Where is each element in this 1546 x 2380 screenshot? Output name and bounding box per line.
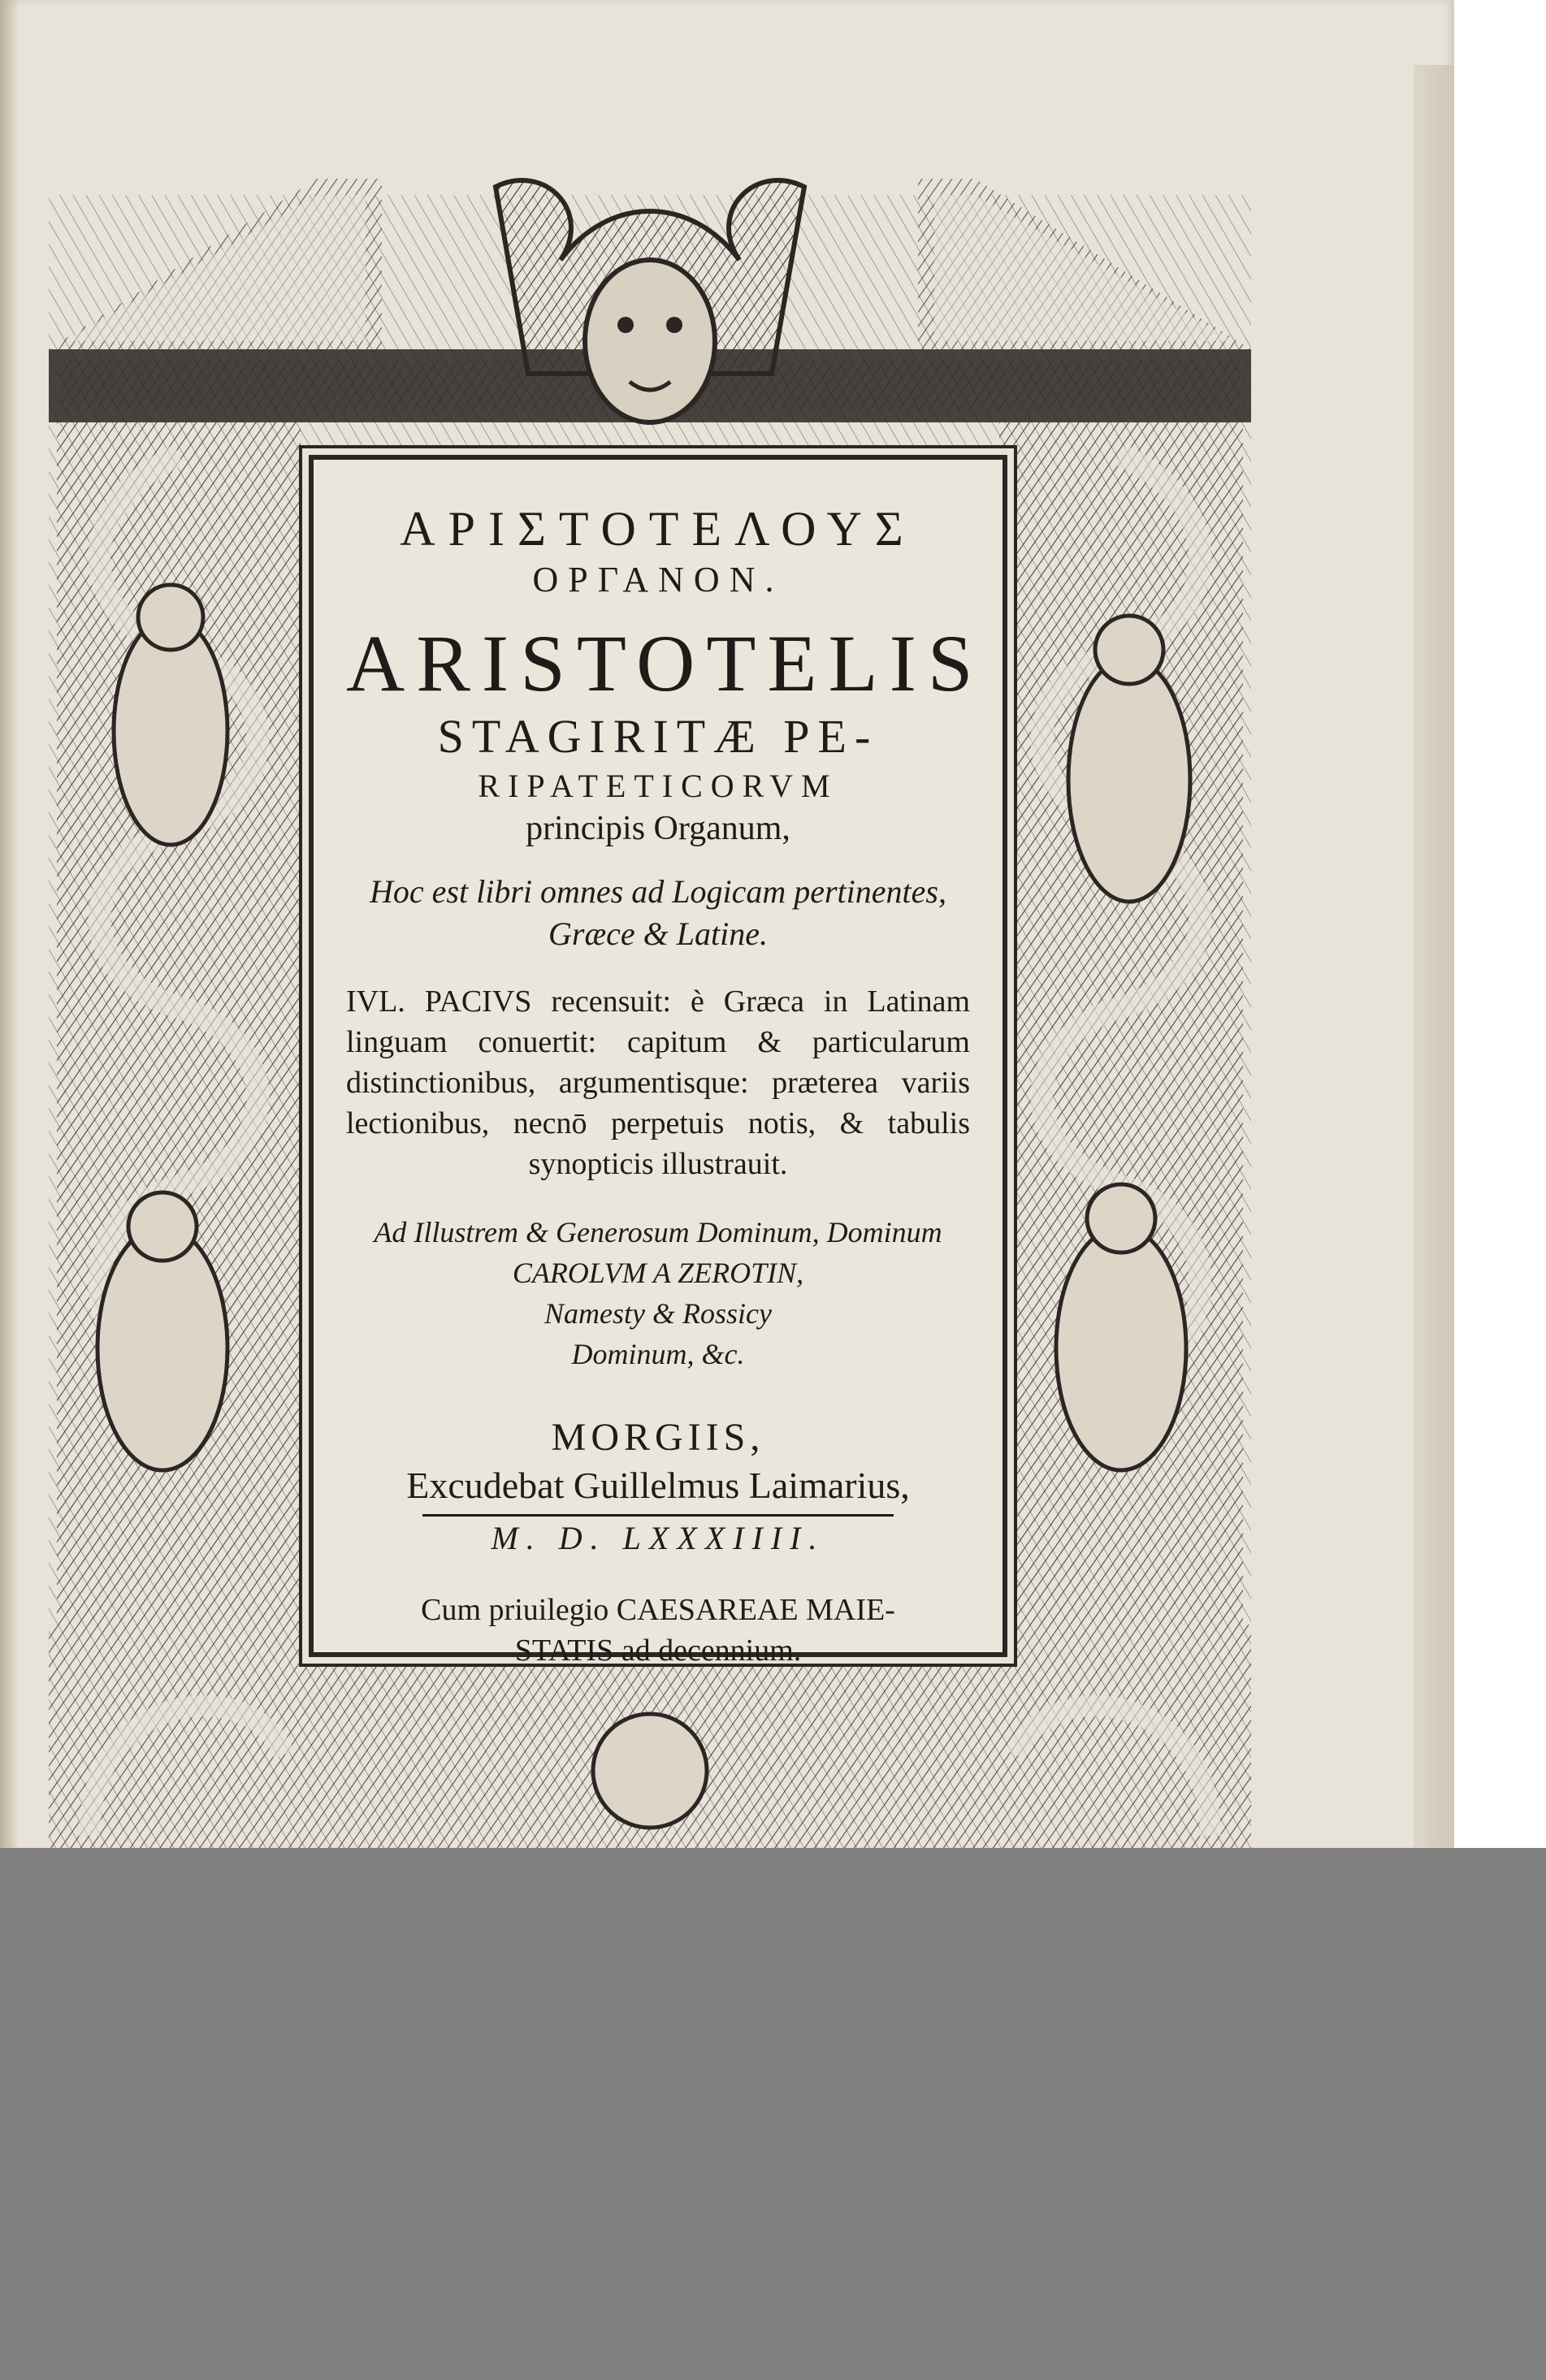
- dedication-line1: Ad Illustrem & Generosum Dominum, Dominum: [374, 1216, 942, 1248]
- privilege-line1: Cum priuilegio CAESAREAE MAIE-: [421, 1593, 895, 1627]
- imprint-date: M. D. LXXXIIII.: [491, 1520, 825, 1556]
- dedication-line4: Dominum, &c.: [571, 1338, 745, 1370]
- page-edge: [1414, 65, 1454, 1852]
- title-text-frame: [309, 455, 1007, 1668]
- spine-shadow: [0, 0, 19, 1852]
- latin-title-line1: STAGIRITÆ PE-: [437, 710, 879, 763]
- italic-subtitle-line1: Hoc est libri omnes ad Logicam pertinentes,: [370, 873, 946, 910]
- greek-subtitle: ΟΡΓΑΝΟΝ.: [532, 560, 784, 599]
- dedication-line3: Namesty & Rossicy: [544, 1297, 772, 1330]
- editor-paragraph: IVL. PACIVS recensuit: è Græca in Latinam linguam conuertit: capitum & particularum distinctionibus, argumentisque: præterea variis lectionibus, necnō perpetuis notis, & tabulis synopticis illustrauit.: [346, 984, 970, 1181]
- greek-title: ΑΡΙΣΤΟΤΕΛΟΥΣ: [400, 502, 916, 556]
- latin-title-line3: principis Organum,: [526, 810, 790, 847]
- latin-title-line2: RIPATETICORVM: [478, 768, 838, 804]
- imprint-printer: Excudebat Guillelmus Laimarius,: [406, 1465, 910, 1506]
- redaction-block: [0, 1848, 1546, 2380]
- privilege-line2: STATIS ad decennium.: [514, 1634, 802, 1668]
- italic-subtitle-line2: Græce & Latine.: [548, 915, 768, 952]
- dedication-line2: CAROLVM A ZEROTIN,: [512, 1257, 804, 1289]
- imprint-place: MORGIIS,: [551, 1416, 765, 1459]
- latin-title: ARISTOTELIS: [346, 618, 985, 708]
